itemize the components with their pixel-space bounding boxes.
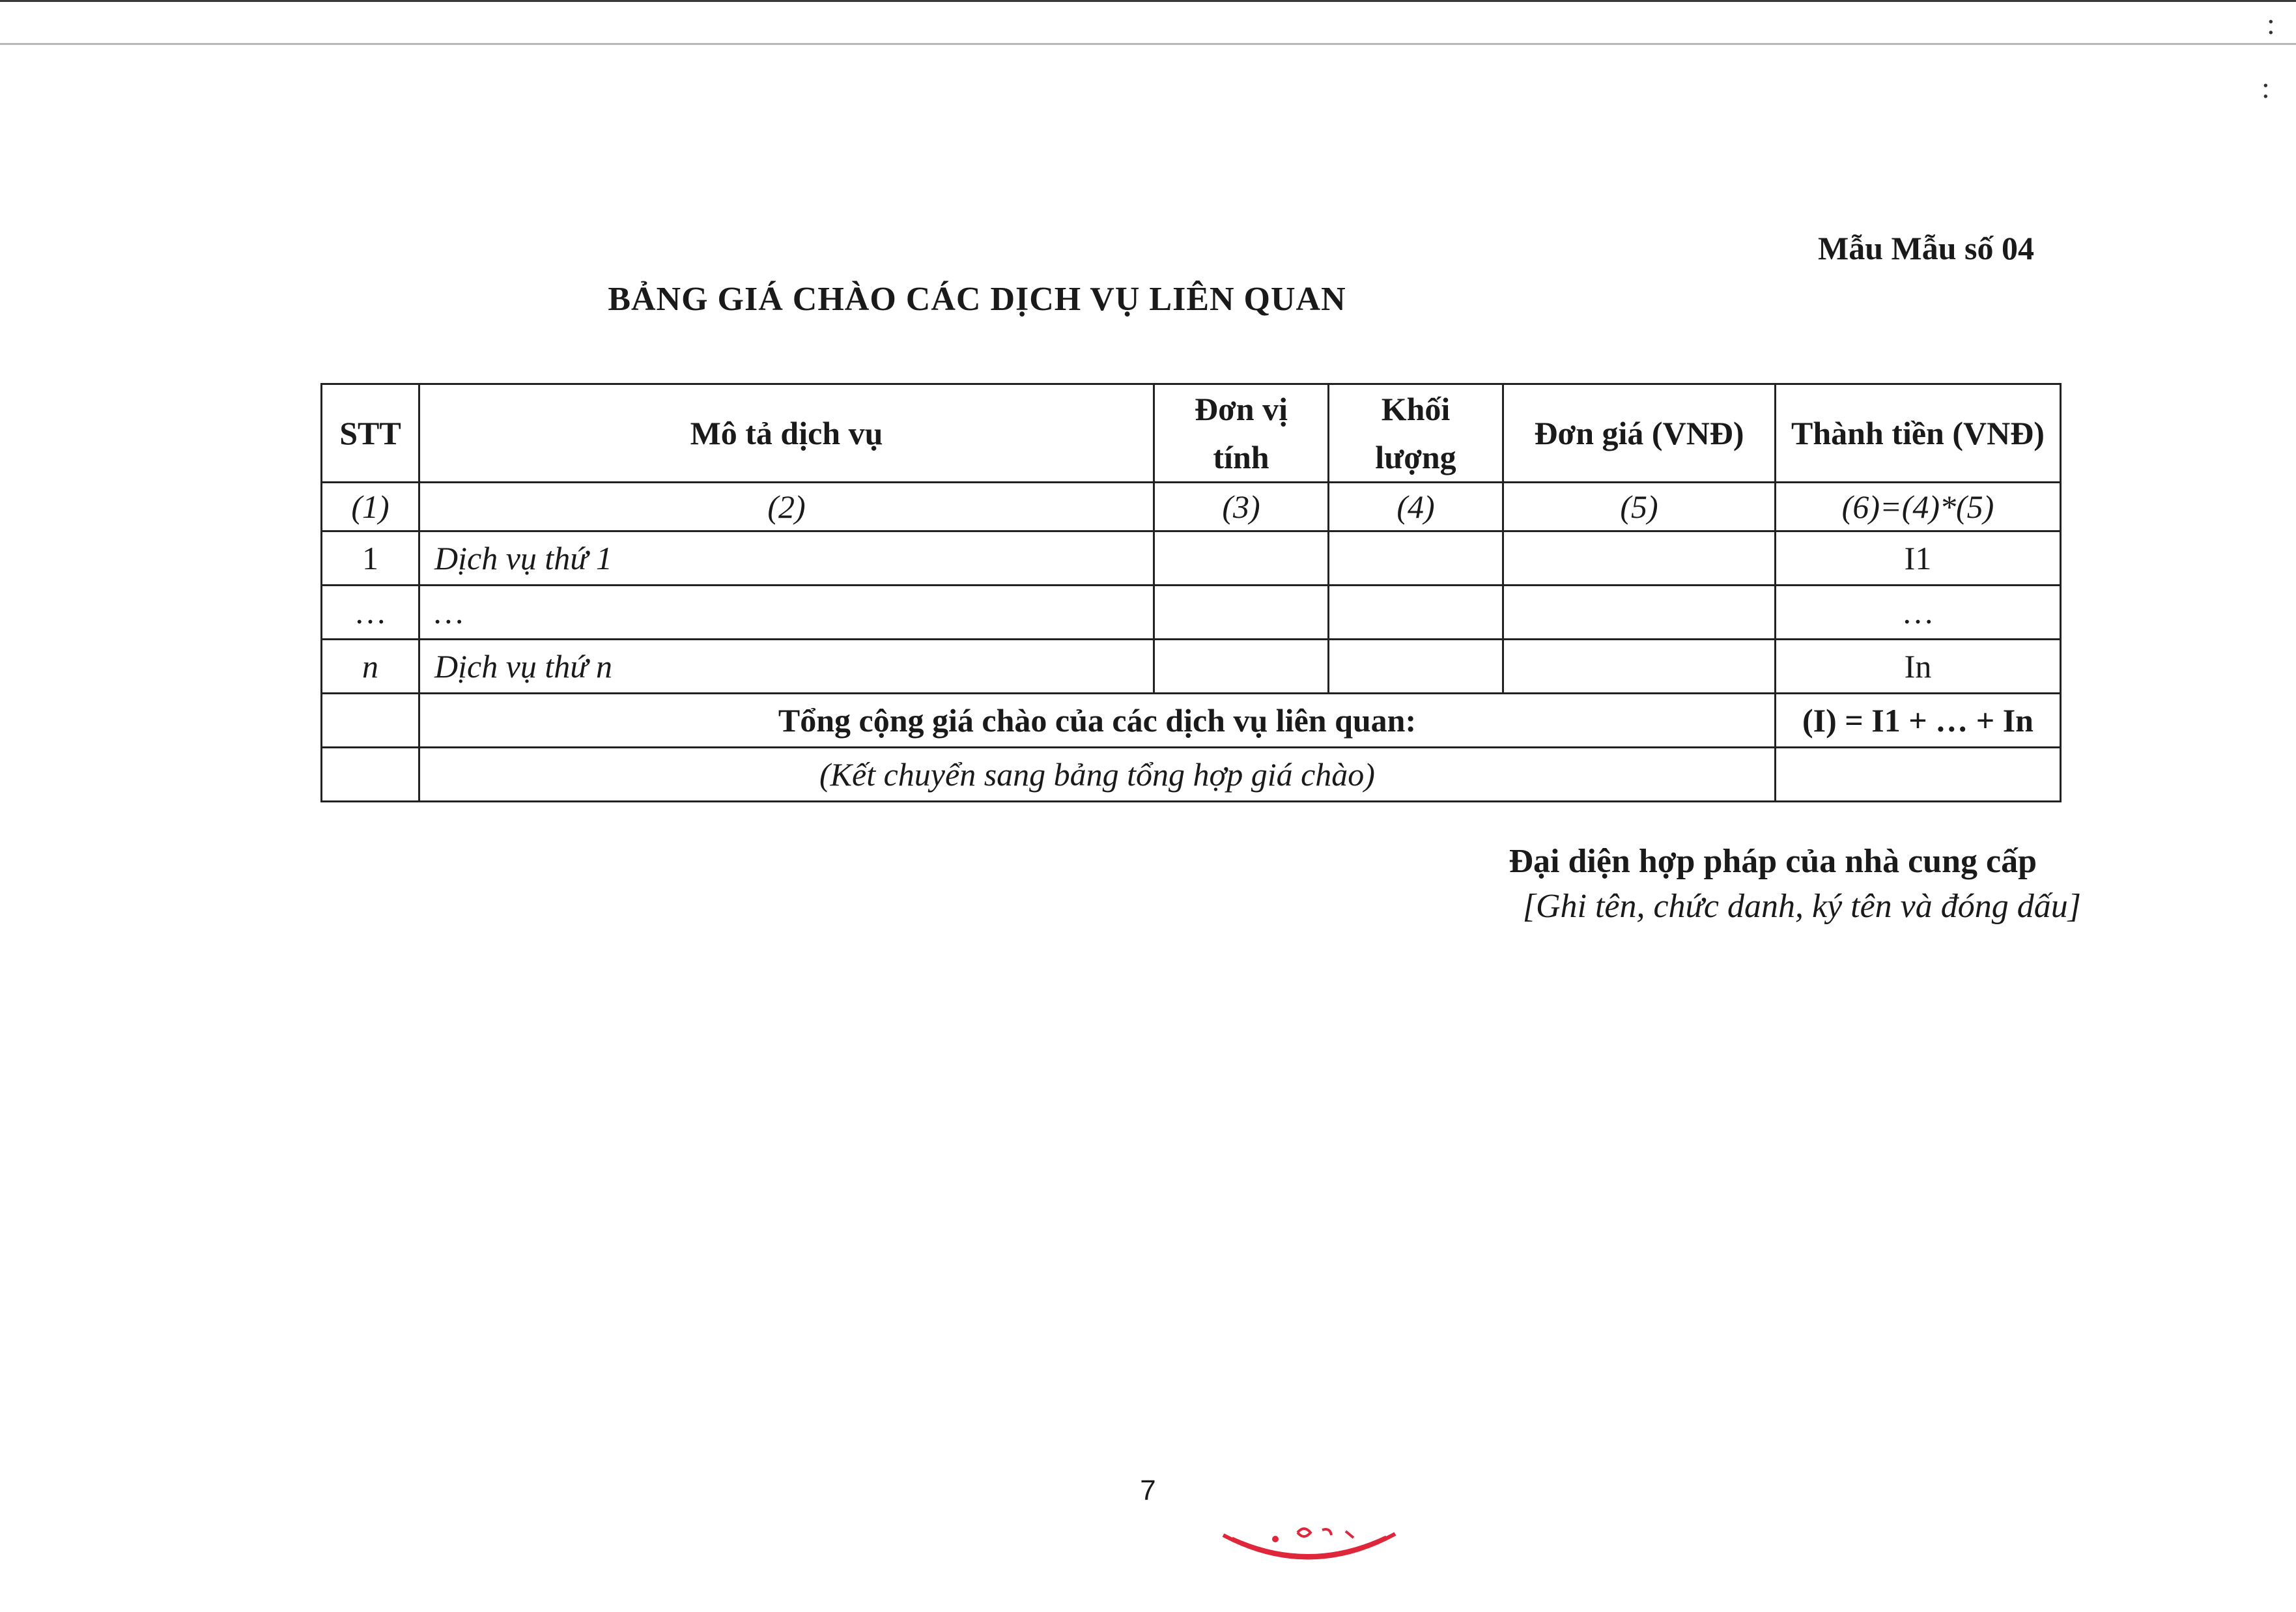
row-stt: n [322, 640, 419, 694]
scan-artifact-mark: : [2261, 71, 2270, 104]
row-quantity [1329, 640, 1503, 694]
row-stt: 1 [322, 531, 419, 586]
stamp-star-mark [1272, 1536, 1279, 1542]
table-row [322, 640, 2061, 694]
row-amount: … [1776, 586, 2061, 640]
carry-note: (Kết chuyển sang bảng tổng hợp giá chào) [419, 748, 1776, 802]
row-amount: In [1776, 640, 2061, 694]
signature-note: [Ghi tên, chức danh, ký tên và đóng dấu] [1522, 888, 2081, 925]
stamp-glyph-mark [1322, 1529, 1331, 1535]
carry-amount-empty [1776, 748, 2061, 802]
signature-title: Đại diện hợp pháp của nhà cung cấp [1509, 843, 2037, 880]
row-stt: … [322, 586, 419, 640]
stamp-glyph-mark [1297, 1529, 1311, 1536]
stamp-glyph-mark [1346, 1531, 1354, 1538]
price-table [320, 383, 2062, 802]
row-amount: I1 [1776, 531, 2061, 586]
header-stt: STT [322, 384, 419, 483]
header-quantity: Khối lượng [1329, 384, 1503, 483]
total-row [322, 694, 2061, 748]
row-unit-price [1503, 586, 1776, 640]
table-header-row [322, 384, 2061, 483]
table-row [322, 586, 2061, 640]
red-stamp-fragment [1218, 1521, 1400, 1573]
scan-edge-top [0, 0, 2296, 2]
row-quantity [1329, 586, 1503, 640]
column-number: (5) [1503, 483, 1776, 531]
header-unit: Đơn vị tính [1154, 384, 1329, 483]
page-number: 7 [1140, 1475, 1156, 1506]
column-number: (6)=(4)*(5) [1776, 483, 2061, 531]
table-row [322, 531, 2061, 586]
document-title: BẢNG GIÁ CHÀO CÁC DỊCH VỤ LIÊN QUAN [608, 281, 1346, 318]
row-unit-price [1503, 531, 1776, 586]
stamp-inner-arc [1232, 1536, 1386, 1555]
scan-edge-line [0, 43, 2296, 45]
row-unit [1154, 640, 1329, 694]
carry-row [322, 748, 2061, 802]
column-number-row [322, 483, 2061, 531]
row-quantity [1329, 531, 1503, 586]
carry-stt-empty [322, 748, 419, 802]
row-description: … [419, 586, 1154, 640]
header-amount: Thành tiền (VNĐ) [1776, 384, 2061, 483]
total-formula: (I) = I1 + … + In [1776, 694, 2061, 748]
row-unit [1154, 531, 1329, 586]
column-number: (3) [1154, 483, 1329, 531]
column-number: (2) [419, 483, 1154, 531]
form-code: Mẫu Mẫu số 04 [1818, 230, 2034, 266]
total-stt-empty [322, 694, 419, 748]
total-label: Tổng cộng giá chào của các dịch vụ liên quan: [419, 694, 1776, 748]
row-unit-price [1503, 640, 1776, 694]
row-description: Dịch vụ thứ 1 [419, 531, 1154, 586]
header-description: Mô tả dịch vụ [419, 384, 1154, 483]
row-unit [1154, 586, 1329, 640]
column-number: (4) [1329, 483, 1503, 531]
scan-artifact-mark: : [2267, 7, 2275, 40]
row-description: Dịch vụ thứ n [419, 640, 1154, 694]
column-number: (1) [322, 483, 419, 531]
header-unit-price: Đơn giá (VNĐ) [1503, 384, 1776, 483]
